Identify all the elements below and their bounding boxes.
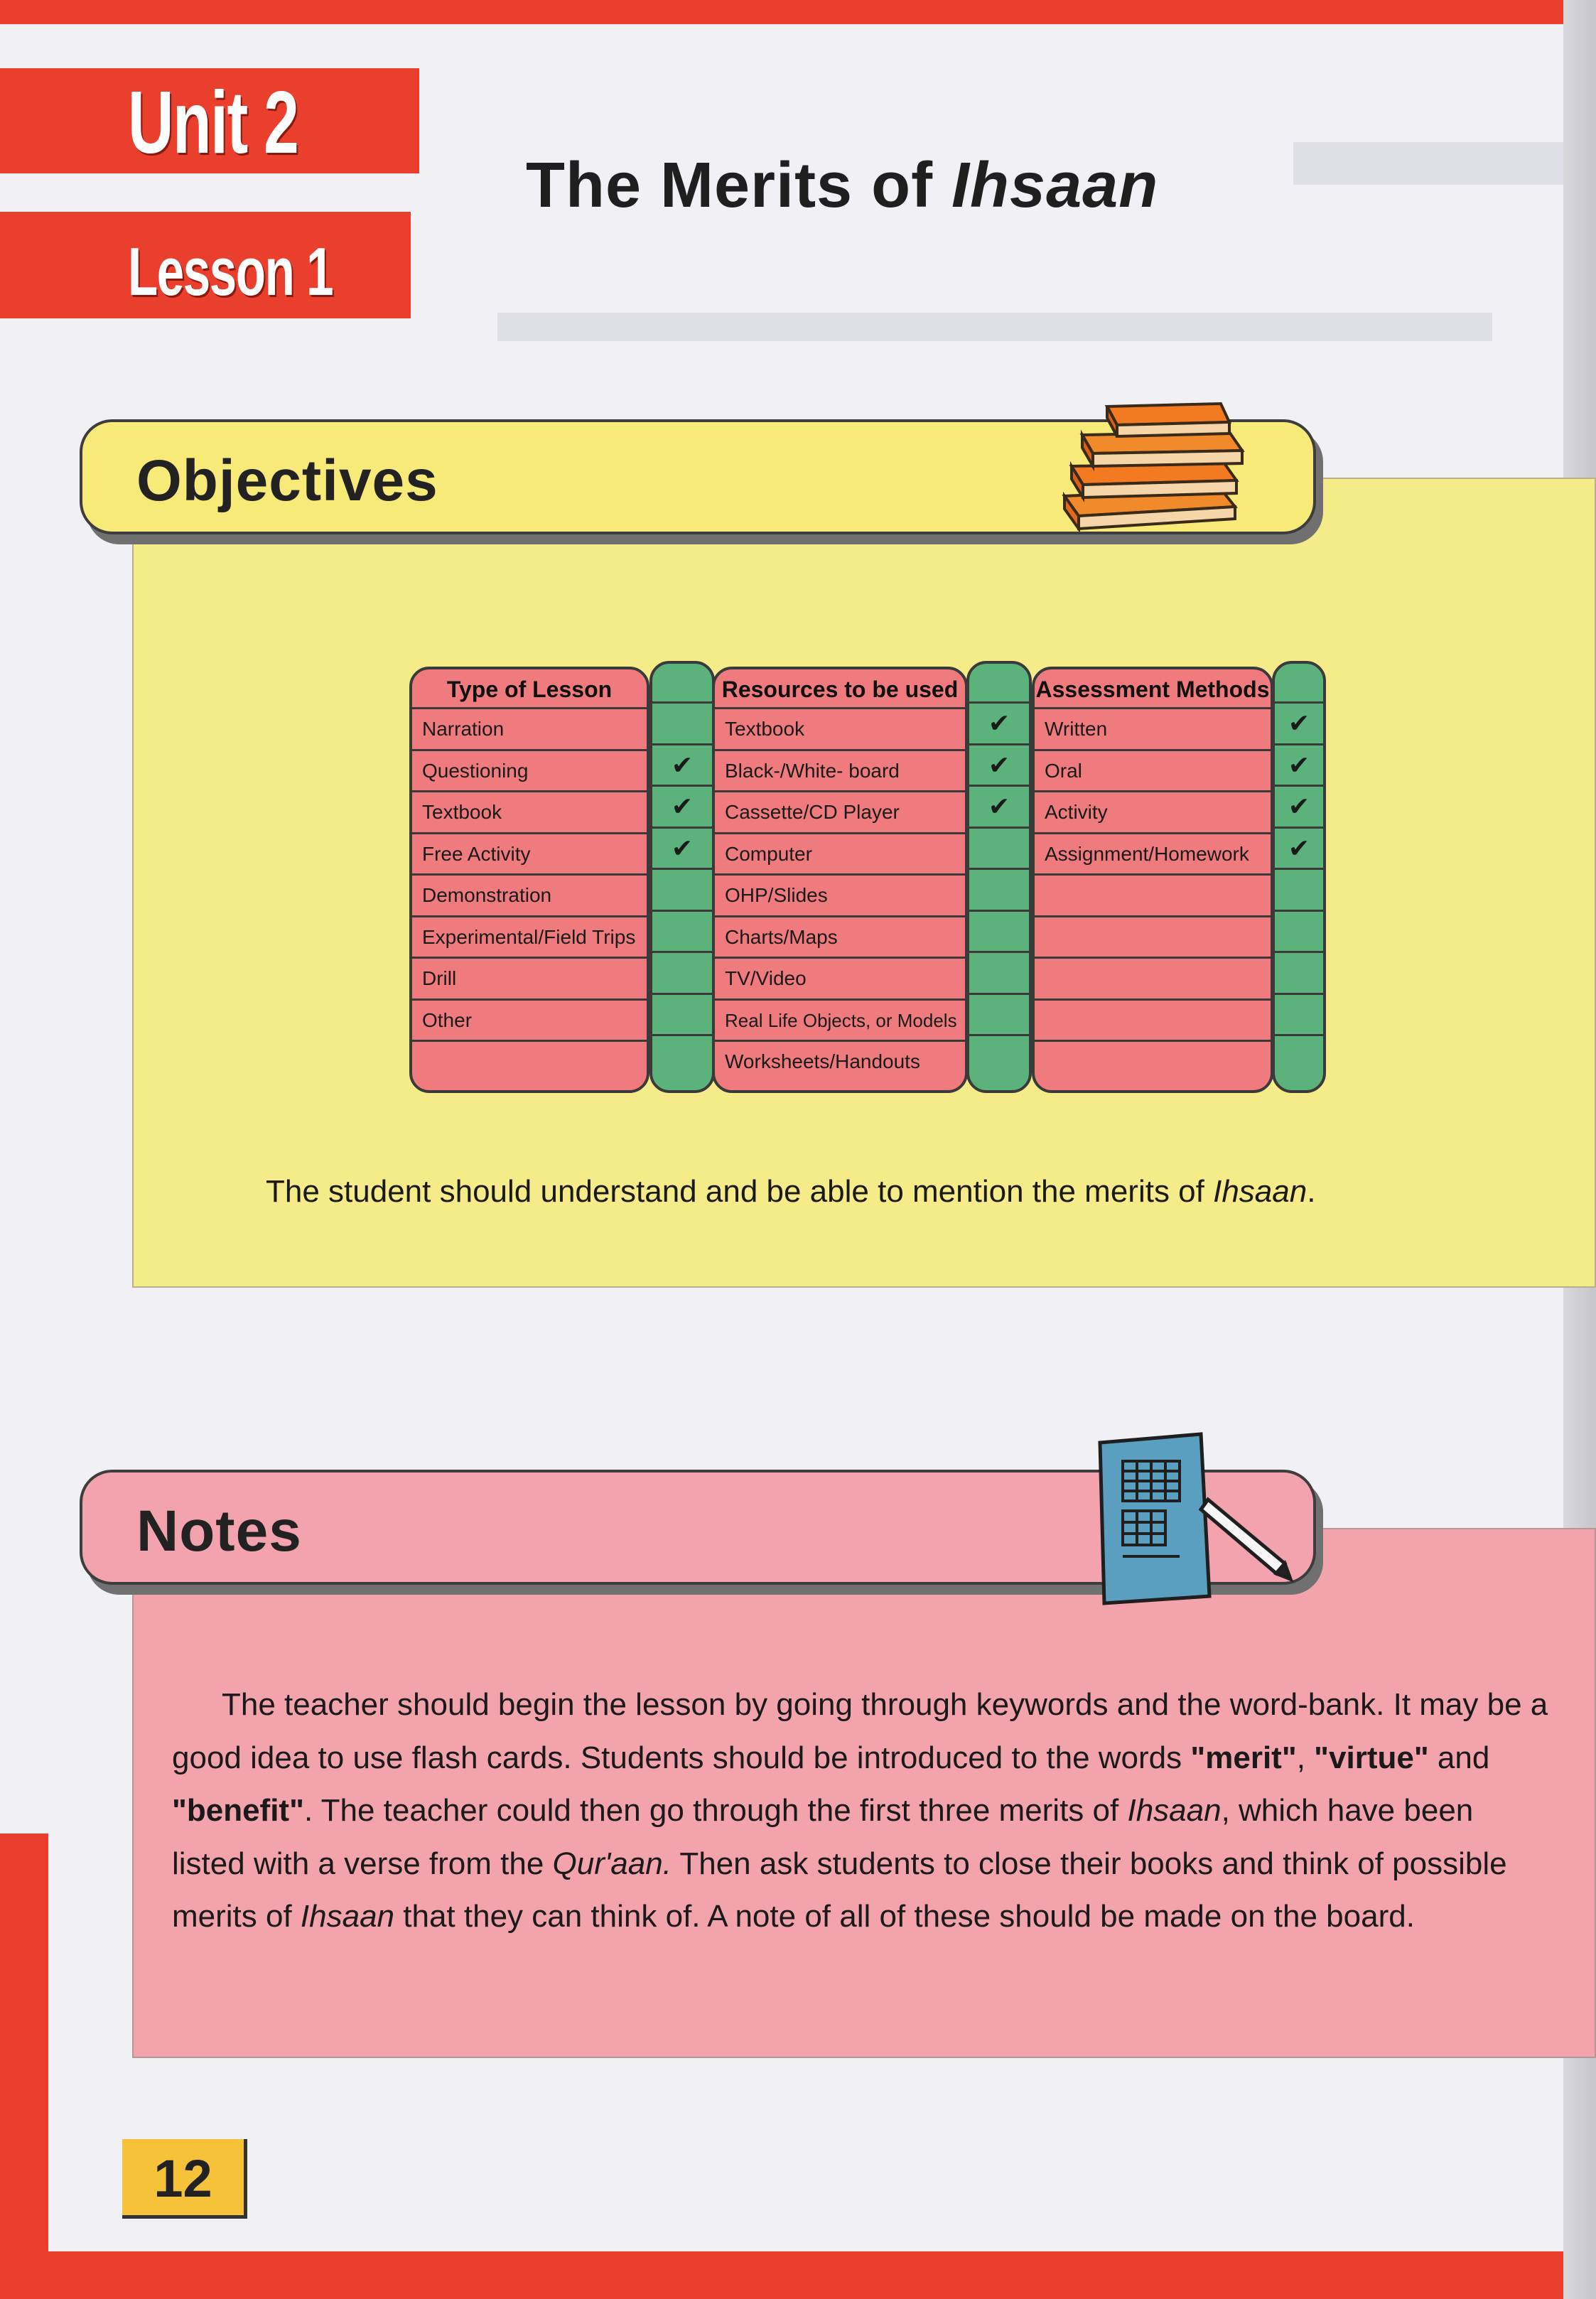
check-header (969, 664, 1029, 704)
notes-text: and (1428, 1740, 1490, 1775)
table-row: Real Life Objects, or Models (715, 1001, 965, 1043)
check-cell (1275, 1036, 1323, 1078)
check-cell (969, 995, 1029, 1037)
term-ihsaan: Ihsaan (1127, 1793, 1222, 1828)
check-mark-icon: ✔ (969, 787, 1029, 829)
check-cell (1275, 870, 1323, 912)
table-row: Demonstration (412, 876, 647, 917)
check-mark-icon: ✔ (1275, 787, 1323, 829)
table-row: Computer (715, 834, 965, 876)
column-header: Type of Lesson (412, 669, 647, 709)
notes-body (172, 1679, 1555, 1944)
check-mark-icon: ✔ (1275, 745, 1323, 787)
table-row: Cassette/CD Player (715, 792, 965, 834)
type-of-lesson-checks (649, 661, 715, 1093)
page-title (526, 149, 1158, 222)
table-row: OHP/Slides (715, 876, 965, 917)
check-cell (652, 995, 712, 1037)
books-icon (1043, 389, 1256, 532)
check-cell (1275, 953, 1323, 995)
worksheet-pen-icon (1094, 1428, 1293, 1606)
background-ghost (1293, 142, 1563, 185)
page-number: 12 (122, 2139, 247, 2219)
check-cell (652, 1036, 712, 1078)
lesson-label: Lesson 1 (128, 234, 333, 310)
notes-text: . The teacher could then go through the first three merits of (303, 1793, 1128, 1828)
objective-text: The student should understand and be able to mention the merits of (266, 1174, 1214, 1209)
background-ghost (497, 313, 1492, 341)
title-text: The Merits of (526, 150, 952, 221)
table-row: Narration (412, 709, 647, 751)
table-row: Worksheets/Handouts (725, 1050, 920, 1072)
notes-heading: Notes (136, 1499, 302, 1563)
check-cell (969, 829, 1029, 871)
table-row (1035, 1042, 1271, 1084)
check-header (1275, 664, 1323, 704)
table-row: Assignment/Homework (1035, 834, 1271, 876)
table-row: Other (412, 1001, 647, 1043)
table-row: Oral (1035, 751, 1271, 793)
term-quraan: Qur'aan. (552, 1846, 672, 1881)
notes-text: that they can think of. A note of all of these should be made on the board. (394, 1899, 1415, 1934)
table-row (1035, 876, 1271, 917)
page-bottom-border (0, 2251, 1596, 2299)
assessment-column (1032, 667, 1273, 1093)
column-header: Assessment Methods (1035, 669, 1271, 709)
table-row: Experimental/Field Trips (412, 917, 647, 959)
resources-checks (966, 661, 1032, 1093)
check-mark-icon: ✔ (969, 704, 1029, 745)
check-mark-icon: ✔ (652, 745, 712, 787)
table-row (1035, 1001, 1271, 1043)
table-row: Written (1035, 709, 1271, 751)
check-cell (1275, 912, 1323, 954)
check-mark-icon: ✔ (1275, 704, 1323, 745)
notes-text: , (1296, 1740, 1315, 1775)
unit-label: Unit 2 (128, 74, 298, 172)
table-row: Drill (412, 959, 647, 1001)
table-row: Charts/Maps (715, 917, 965, 959)
resources-column (712, 667, 968, 1093)
type-of-lesson-column (409, 667, 649, 1093)
check-mark-icon: ✔ (652, 829, 712, 871)
assessment-checks (1272, 661, 1326, 1093)
check-header (652, 664, 712, 704)
table-row: TV/Video (715, 959, 965, 1001)
objective-emphasis: Ihsaan (1213, 1174, 1307, 1209)
table-row: Black-/White- board (715, 751, 965, 793)
check-cell (969, 1036, 1029, 1078)
notes-text: Then ask students to close their books and think of possible merits of (172, 1846, 1507, 1934)
notes-text: , which have been listed with a verse from the (172, 1793, 1474, 1881)
table-row: Free Activity (412, 834, 647, 876)
check-mark-icon: ✔ (652, 787, 712, 829)
table-row (1035, 959, 1271, 1001)
check-cell (652, 870, 712, 912)
objective-suffix: . (1307, 1174, 1316, 1209)
check-mark-icon: ✔ (1275, 829, 1323, 871)
objective-statement (266, 1174, 1315, 1210)
column-header: Resources to be used (715, 669, 965, 709)
title-emphasis: Ihsaan (951, 150, 1159, 221)
keyword-merit: "merit" (1190, 1740, 1297, 1775)
table-row: Activity (1035, 792, 1271, 834)
table-row: Textbook (412, 792, 647, 834)
page-left-border (0, 1834, 48, 2260)
keyword-benefit: "benefit" (172, 1793, 304, 1828)
table-row: Questioning (412, 751, 647, 793)
check-cell (969, 870, 1029, 912)
term-ihsaan: Ihsaan (300, 1899, 395, 1934)
table-row (1035, 917, 1271, 959)
check-cell (969, 912, 1029, 954)
table-row (412, 1042, 647, 1084)
keyword-virtue: "virtue" (1314, 1740, 1429, 1775)
check-cell (652, 912, 712, 954)
check-mark-icon: ✔ (969, 745, 1029, 787)
unit-lesson-header (0, 0, 419, 318)
objectives-heading: Objectives (136, 448, 438, 513)
notes-text: The teacher should begin the lesson by going through keywords and the word-bank. It may be a good idea to use flash cards. Students should be introduced to the words (172, 1687, 1548, 1775)
table-row: Textbook (715, 709, 965, 751)
check-cell (652, 704, 712, 745)
check-cell (652, 953, 712, 995)
check-cell (1275, 995, 1323, 1037)
check-cell (969, 953, 1029, 995)
unit-label-bg (0, 68, 43, 173)
